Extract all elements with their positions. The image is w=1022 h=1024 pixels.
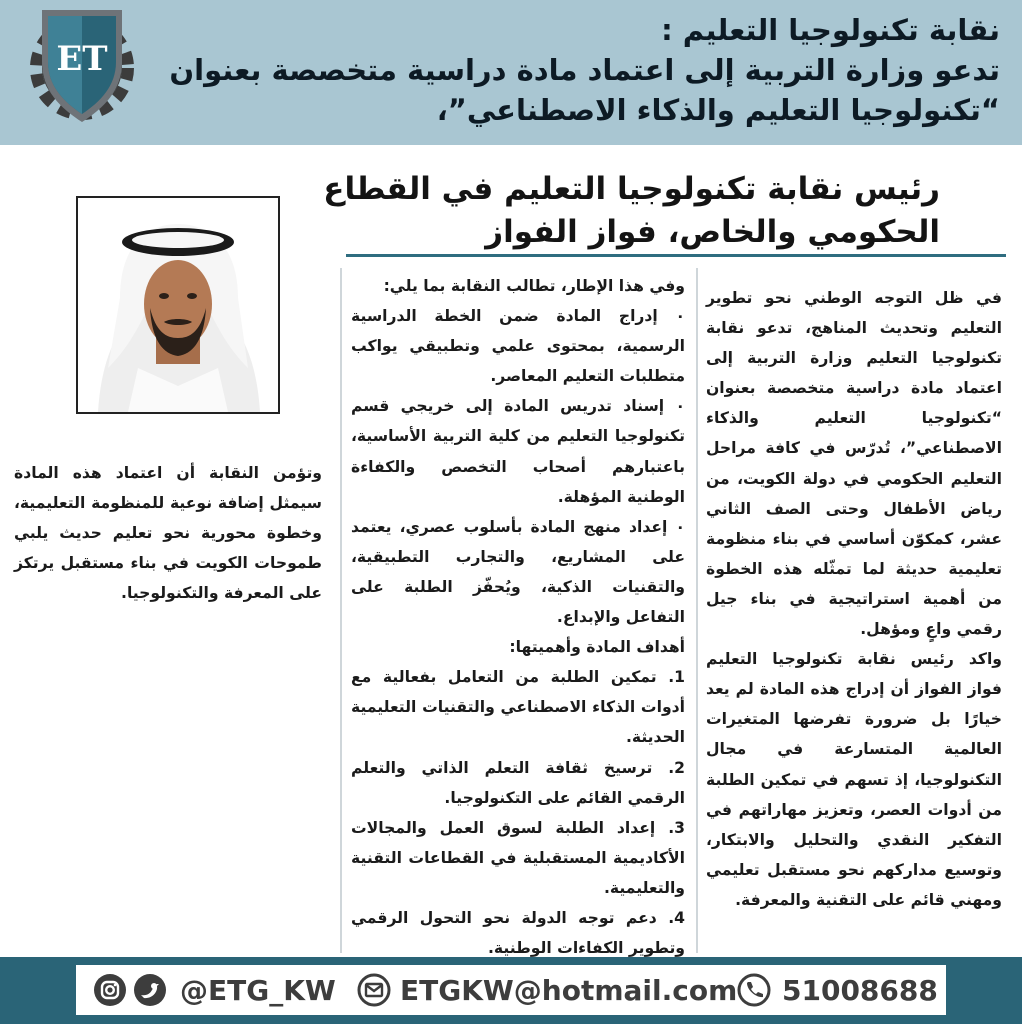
portrait-photo — [76, 196, 280, 414]
objective-item: 2. ترسيخ ثقافة التعلم الذاتي والتعلم الرقمي القائم على التكنولوجيا. — [351, 758, 685, 807]
instagram-icon[interactable] — [92, 972, 128, 1008]
contact-strip — [76, 965, 946, 1015]
header-line-3: “تكنولوجيا التعليم والذكاء الاصطناعي”، — [436, 93, 1000, 127]
phone-number[interactable]: 51008688 — [782, 973, 938, 1007]
footer-bar — [0, 957, 1022, 1024]
objective-item: 4. دعم توجه الدولة نحو التحول الرقمي وتطوير الكفاءات الوطنية. — [351, 908, 685, 958]
email-contact[interactable] — [356, 965, 737, 1015]
header-line-1: نقابة تكنولوجيا التعليم : — [661, 13, 1000, 47]
demand-item: ٠ إعداد منهج المادة بأسلوب عصري، يعتمد على المشاريع، والتجارب التطبيقية، والتقنيات الذكية، ويُحفّز الطلبة على التفاعل والإبداع. — [351, 517, 685, 627]
logo-text: ET — [56, 39, 108, 79]
phone-contact[interactable] — [736, 965, 938, 1015]
email-address[interactable]: ETGKW@hotmail.com — [400, 973, 738, 1007]
et-logo — [28, 4, 136, 128]
article-column-left — [14, 458, 322, 608]
objective-item: 3. إعداد الطلبة لسوق العمل والمجالات الأكاديمية المستقبلية في القطاعات التقنية والتعليمية. — [351, 818, 685, 897]
objective-item: 1. تمكين الطلبة من التعامل بفعالية مع أدوات الذكاء الاصطناعي والتقنيات التعليمية الحديثة. — [351, 668, 685, 747]
headline-line-2: الحكومي والخاص، فواز الفواز — [485, 214, 940, 250]
article-column-right — [706, 283, 1002, 915]
article-column-middle — [351, 271, 685, 963]
mail-icon[interactable] — [356, 972, 392, 1008]
paragraph: وتؤمن النقابة أن اعتماد هذه المادة سيمثل إضافة نوعية للمنظومة التعليمية، وخطوة محورية نحو تعليم حديث يلبي طموحات الكويت في بناء مستقبل يرتكز على المعرفة والتكنولوجيا. — [14, 464, 322, 603]
objectives-heading: أهداف المادة وأهميتها: — [509, 638, 685, 657]
demand-item: ٠ إدراج المادة ضمن الخطة الدراسية الرسمية، بمحتوى علمي وتطبيقي يواكب متطلبات التعليم المعاصر. — [351, 307, 685, 386]
demand-item: ٠ إسناد تدريس المادة إلى خريجي قسم تكنولوجيا التعليم من كلية التربية الأساسية، باعتبارهم أصحاب التخصص والكفاءة الوطنية المؤهلة. — [351, 397, 685, 506]
paragraph: في ظل التوجه الوطني نحو تطوير التعليم وتحديث المناهج، تدعو نقابة تكنولوجيا التعليم وزارة التربية إلى اعتماد مادة دراسية متخصصة بعنوان “تكنولوجيا التعليم والذكاء الاصطناعي”، تُدرّس في كافة مراحل التعليم الحكومي في دولة الكويت، من رياض الأطفال وحتى الصف الثاني عشر، كمكوّن أساسي في بناء منظومة تعليمية حديثة لما تمثّله هذه الخطوة من أهمية استراتيجية في بناء جيل رقمي واعٍ ومؤهل. — [706, 289, 1002, 639]
header-title — [160, 10, 1000, 130]
headline-divider — [346, 254, 1006, 257]
paragraph: واكد رئيس نقابة تكنولوجيا التعليم فواز الفواز أن إدراج هذه المادة لم يعد خيارًا بل ضرورة تفرضها المتغيرات العالمية المتسارعة في مجال التكنولوجيا، إذ تسهم في تمكين الطلبة من أدوات العصر، وتعزيز مهاراتهم في التفكير النقدي والتحليل والابتكار، وتوسيع مداركهم نحو مستقبل تعليمي ومهني قائم على التقنية والمعرفة. — [706, 650, 1002, 909]
article-headline — [320, 168, 940, 254]
column-divider-left — [340, 268, 342, 953]
social-contact[interactable] — [92, 965, 336, 1015]
person-portrait-icon — [78, 198, 278, 412]
phone-icon[interactable] — [736, 972, 772, 1008]
header-line-2: تدعو وزارة التربية إلى اعتماد مادة دراسية متخصصة بعنوان — [169, 53, 1000, 87]
social-handle[interactable]: @ETG_KW — [180, 973, 336, 1007]
demands-intro: وفي هذا الإطار، تطالب النقابة بما يلي: — [383, 277, 685, 295]
twitter-icon[interactable] — [132, 972, 168, 1008]
headline-line-1: رئيس نقابة تكنولوجيا التعليم في القطاع — [323, 171, 940, 207]
column-divider-right — [696, 268, 698, 953]
header-banner — [0, 0, 1022, 145]
